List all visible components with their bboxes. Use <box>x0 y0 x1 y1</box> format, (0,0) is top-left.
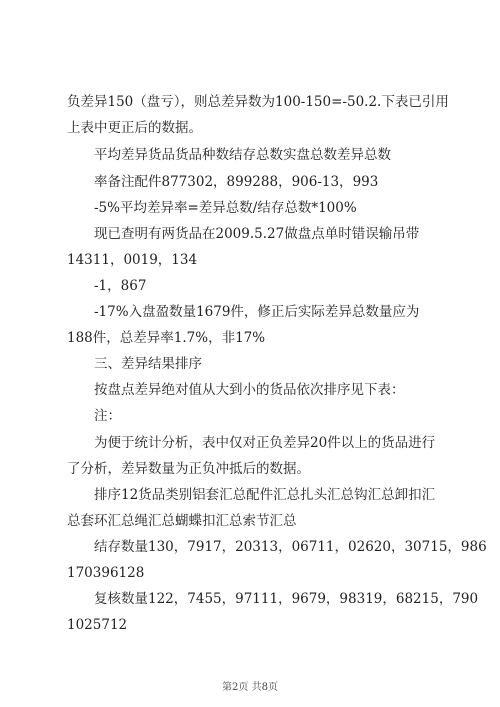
text-line-6: 现已查明有两货品在2009.5.27做盘点单时错误输吊带 <box>94 226 420 242</box>
text-line-1: 负差异150（盘亏），则总差异数为100-150=-50.2.下表已引用 <box>67 94 449 110</box>
text-line-14: 为便于统计分析，表中仅对正负差异20件以上的货品进行 <box>94 435 436 451</box>
text-line-19: 170396128 <box>67 565 145 581</box>
text-line-5: -5%平均差异率=差异总数/结存总数*100% <box>94 200 357 216</box>
text-line-2: 上表中更正后的数据。 <box>67 120 202 136</box>
text-line-16: 排序12货品类别铝套汇总配件汇总扎头汇总钩汇总卸扣汇 <box>94 487 436 503</box>
text-line-4: 率备注配件877302，899288，906-13，993 <box>94 174 379 190</box>
text-line-21: 1025712 <box>67 617 128 633</box>
text-line-7: 14311，0019，134 <box>67 252 198 268</box>
text-line-3: 平均差异货品货品种数结存总数实盘总数差异总数 <box>94 147 391 163</box>
section-heading: 三、差异结果排序 <box>94 356 202 372</box>
text-line-18: 结存数量130，7917，20313，06711，02620，30715，986 <box>94 539 487 555</box>
text-line-12: 按盘点差异绝对值从大到小的货品依次排序见下表： <box>94 382 405 398</box>
text-line-9: -17%入盘盈数量1679件，修正后实际差异总数量应为 <box>94 304 420 320</box>
page-footer: 第2页 共8页 <box>222 682 278 693</box>
text-line-15: 了分析，差异数量为正负冲抵后的数据。 <box>67 461 310 477</box>
text-line-8: -1，867 <box>94 278 147 294</box>
note-label: 注： <box>94 408 121 424</box>
text-line-17: 总套环汇总绳汇总蝴蝶扣汇总索节汇总 <box>67 513 297 529</box>
text-line-20: 复核数量122，7455，97111，9679，98319，68215，790 <box>94 591 479 607</box>
text-line-10: 188件，总差异率1.7%，非17% <box>67 330 266 346</box>
